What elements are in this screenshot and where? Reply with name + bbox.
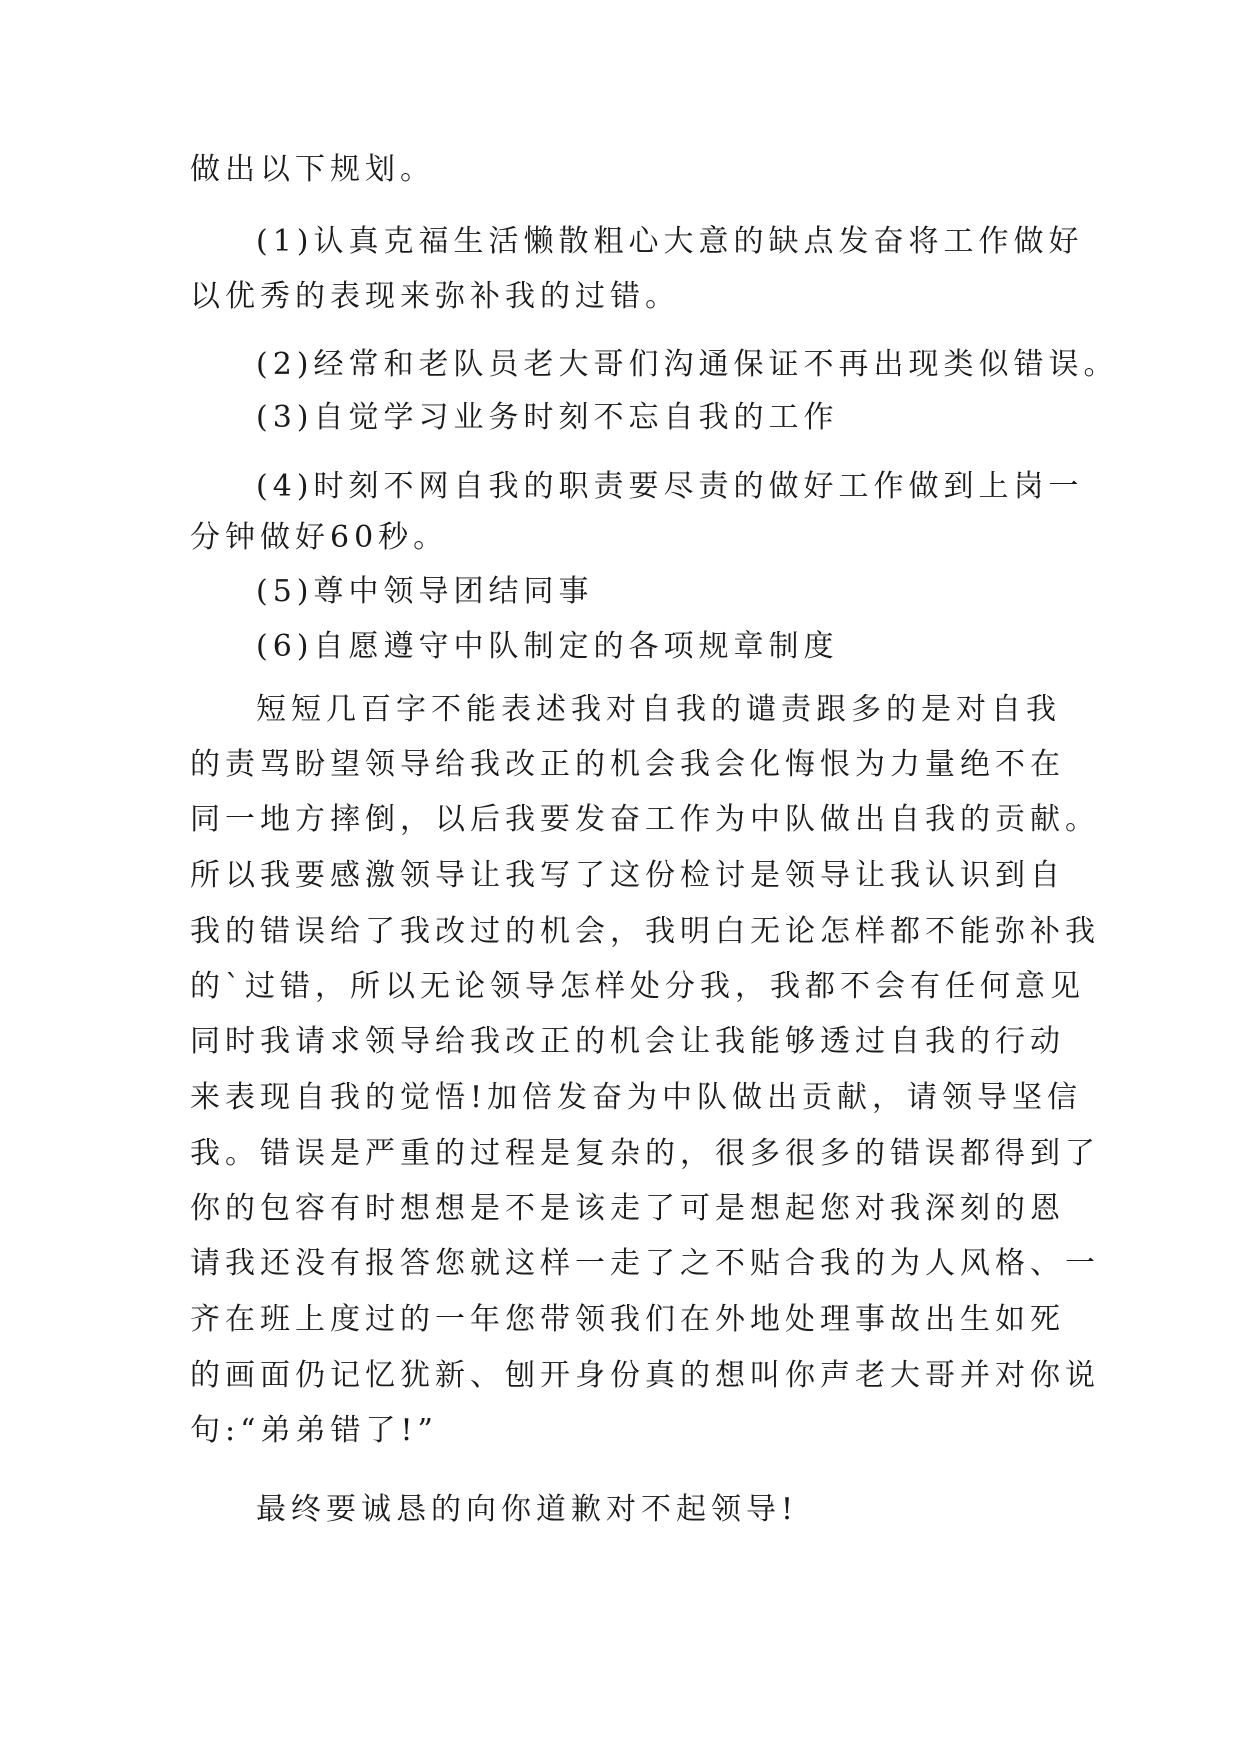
paragraph-line: 我。错误是严重的过程是复杂的，很多很多的错误都得到了 (190, 1136, 1100, 1171)
paragraph-line: 句:“弟弟错了!” (190, 1413, 438, 1448)
paragraph-line: 齐在班上度过的一年您带领我们在外地处理事故出生如死 (190, 1302, 1065, 1337)
list-item: (3)自觉学习业务时刻不忘自我的工作 (256, 400, 839, 435)
paragraph-line: 同时我请求领导给我改正的机会让我能够透过自我的行动 (190, 1024, 1065, 1059)
list-item: (6)自愿遵守中队制定的各项规章制度 (256, 629, 839, 664)
list-item: (4)时刻不网自我的职责要尽责的做好工作做到上岗一 (256, 469, 1084, 504)
closing-line: 最终要诚恳的向你道歉对不起领导! (256, 1492, 799, 1527)
paragraph-line: 请我还没有报答您就这样一走了之不贴合我的为人风格、一 (190, 1246, 1100, 1281)
text-line: 做出以下规划。 (190, 152, 435, 187)
paragraph-line: 的`过错，所以无论领导怎样处分我，我都不会有任何意见 (190, 969, 1085, 1004)
list-item: (1)认真克福生活懒散粗心大意的缺点发奋将工作做好 (256, 224, 1084, 259)
paragraph-line: 同一地方摔倒，以后我要发奋工作为中队做出自我的贡献。 (190, 802, 1100, 837)
text-line: 分钟做好60秒。 (190, 520, 449, 555)
paragraph-line: 所以我要感激领导让我写了这份检讨是领导让我认识到自 (190, 858, 1065, 893)
paragraph-line: 的责骂盼望领导给我改正的机会我会化悔恨为力量绝不在 (190, 747, 1065, 782)
paragraph-line: 来表现自我的觉悟!加倍发奋为中队做出贡献，请领导坚信 (190, 1080, 1083, 1115)
paragraph-line: 短短几百字不能表述我对自我的谴责跟多的是对自我 (256, 692, 1061, 727)
text-line: 以优秀的表现来弥补我的过错。 (190, 279, 680, 314)
paragraph-line: 的画面仍记忆犹新、刨开身份真的想叫你声老大哥并对你说 (190, 1358, 1100, 1393)
list-item: (2)经常和老队员老大哥们沟通保证不再出现类似错误。 (256, 347, 1119, 382)
list-item: (5)尊中领导团结同事 (256, 574, 594, 609)
paragraph-line: 你的包容有时想想是不是该走了可是想起您对我深刻的恩 (190, 1191, 1065, 1226)
paragraph-line: 我的错误给了我改过的机会，我明白无论怎样都不能弥补我 (190, 914, 1100, 949)
